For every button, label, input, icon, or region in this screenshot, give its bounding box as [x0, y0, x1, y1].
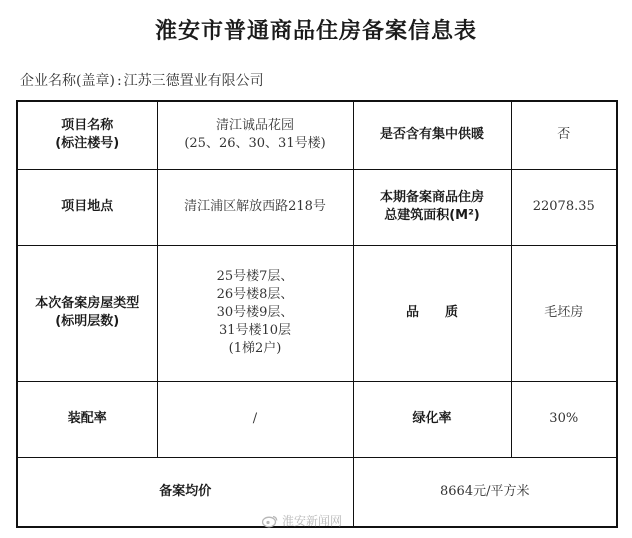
company-line [20, 70, 264, 90]
company-name: 江苏三德置业有限公司 [123, 73, 264, 89]
housing-type-label: 本次备案房屋类型 (标明层数) [17, 245, 157, 381]
company-label: 企业名称(盖章) [20, 73, 115, 89]
total-area-value: 22078.35 [511, 169, 617, 245]
central-heating-label: 是否含有集中供暖 [353, 101, 511, 169]
project-location-label: 项目地点 [17, 169, 157, 245]
greening-rate-label: 绿化率 [353, 381, 511, 457]
average-price-value: 8664元/平方米 [353, 457, 617, 527]
watermark-text: 淮安新闻网 [282, 514, 343, 528]
assembly-rate-label: 装配率 [17, 381, 157, 457]
quality-label: 品 质 [353, 245, 511, 381]
table-row [17, 101, 617, 169]
table-row [17, 245, 617, 381]
housing-type-value: 25号楼7层、 26号楼8层、 30号楼9层、 31号楼10层 (1梯2户) [157, 245, 353, 381]
quality-value: 毛坯房 [511, 245, 617, 381]
table-row [17, 381, 617, 457]
total-area-label: 本期备案商品住房 总建筑面积(M²) [353, 169, 511, 245]
average-price-label: 备案均价 [17, 457, 353, 527]
project-name-value: 清江诚品花园 (25、26、30、31号楼) [157, 101, 353, 169]
table-row [17, 169, 617, 245]
weibo-icon [262, 514, 278, 528]
assembly-rate-value: / [157, 381, 353, 457]
info-table [16, 100, 618, 528]
page-title: 淮安市普通商品住房备案信息表 [154, 18, 477, 44]
colon: : [116, 73, 122, 89]
project-location-value: 清江浦区解放西路218号 [157, 169, 353, 245]
greening-rate-value: 30% [511, 381, 617, 457]
watermark [262, 512, 342, 529]
project-name-label: 项目名称 (标注楼号) [17, 101, 157, 169]
central-heating-value: 否 [511, 101, 617, 169]
